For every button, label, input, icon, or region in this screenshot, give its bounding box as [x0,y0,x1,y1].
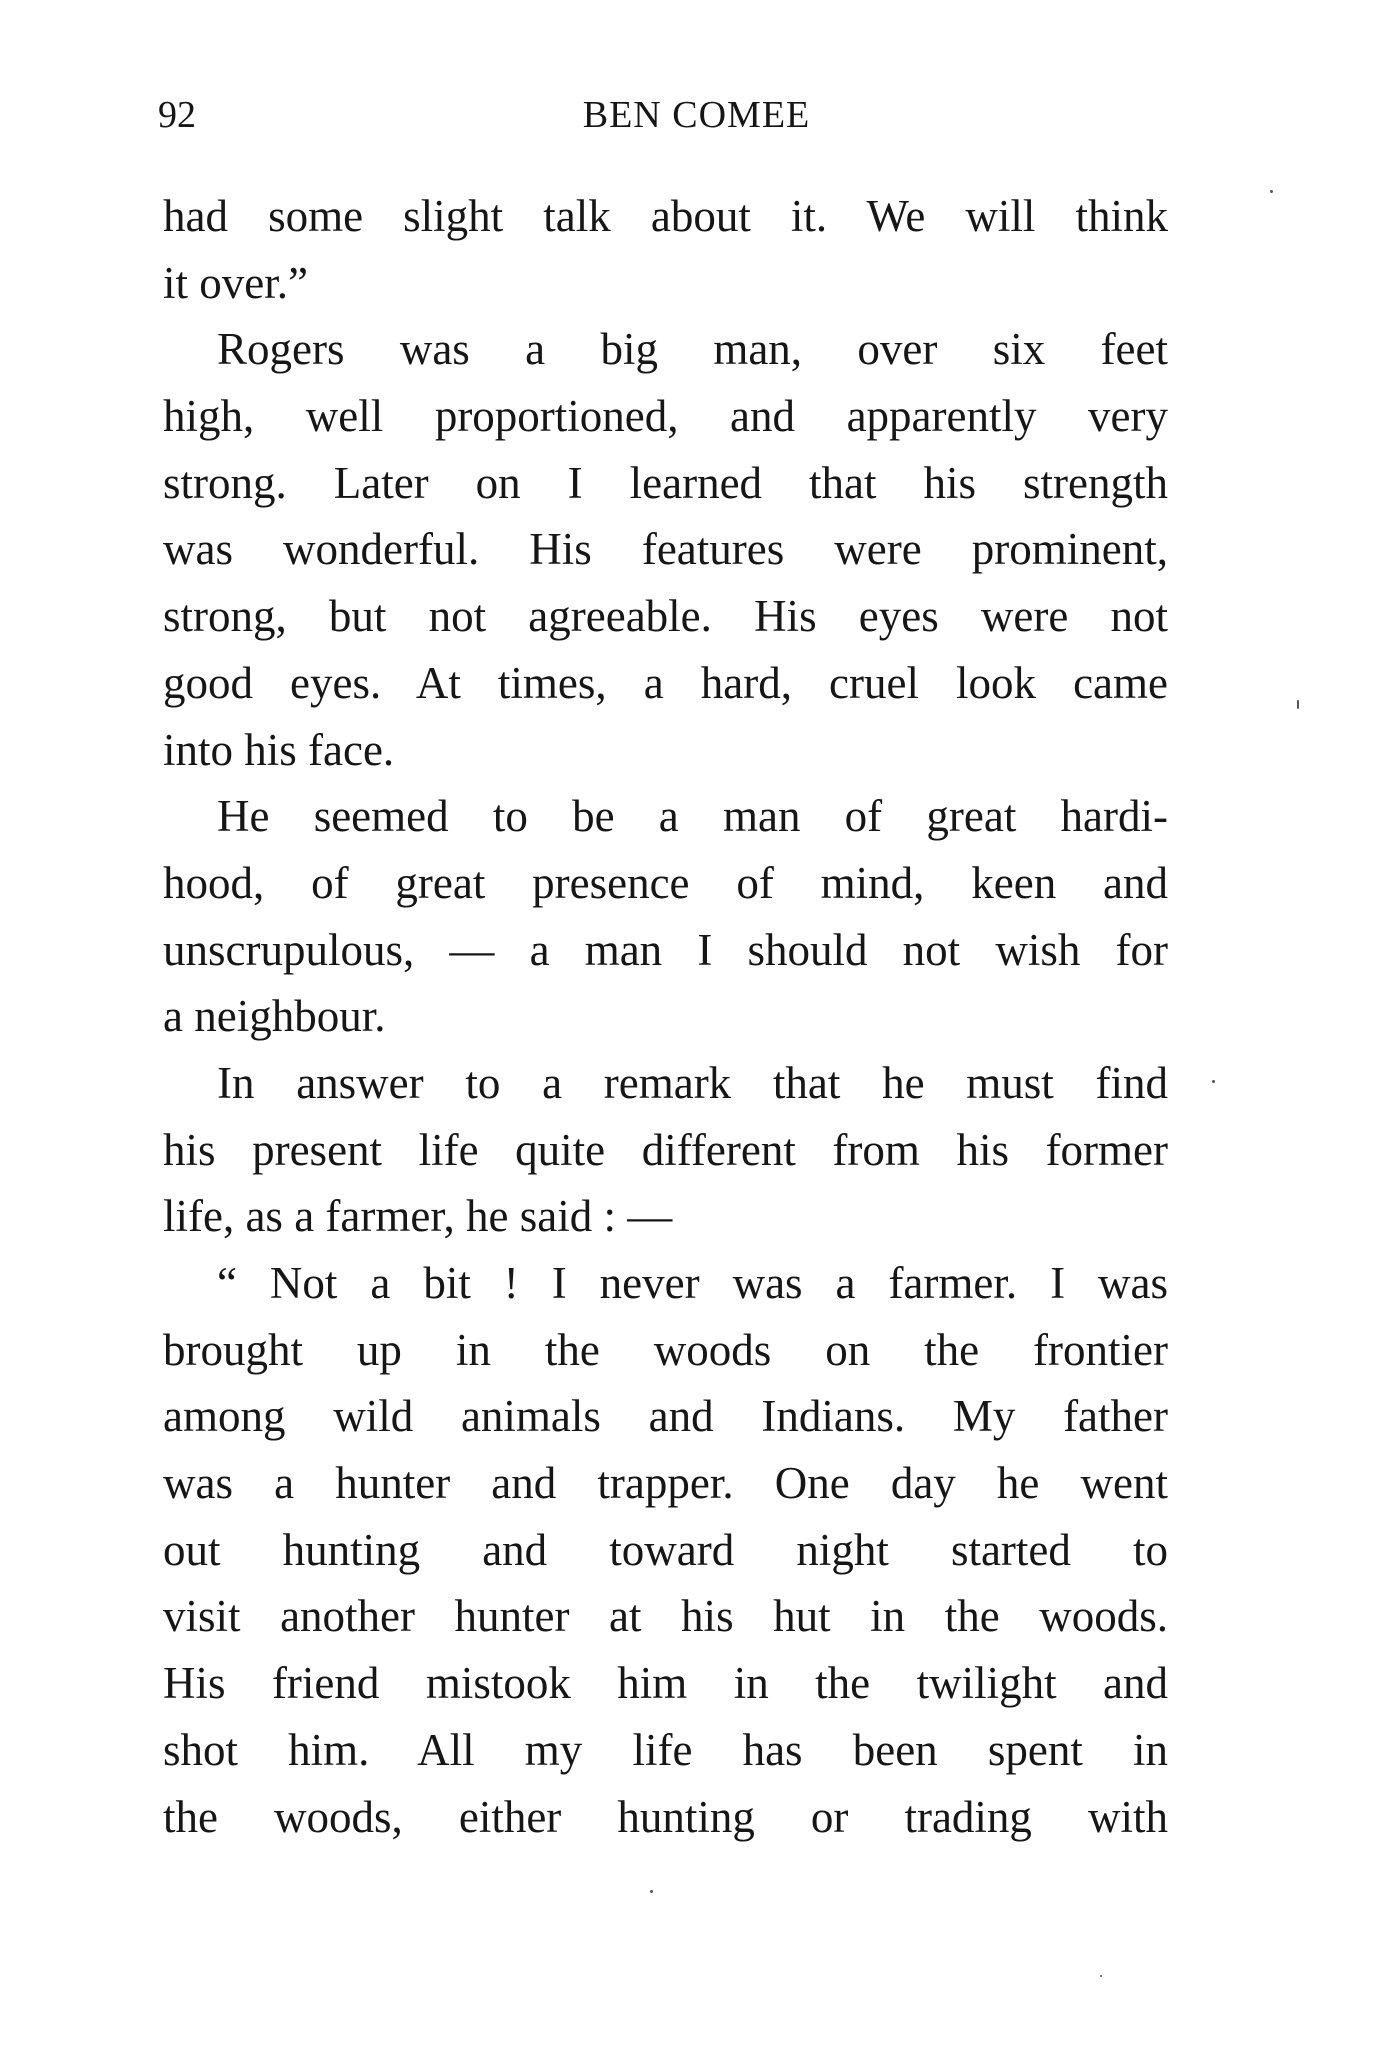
text-line: Rogers was a big man, over six feet [217,324,1168,375]
body-text [163,183,1168,1850]
text-line: In answer to a remark that he must find [217,1057,1168,1108]
text-line: strong. Later on I learned that his strength [163,457,1168,508]
page-number: 92 [158,94,196,136]
text-line: out hunting and toward night started to [163,1524,1168,1575]
text-line: unscrupulous, — a man I should not wish for [163,924,1168,975]
print-speck [1297,700,1299,709]
text-line: a neighbour. [163,991,386,1042]
print-speck [650,1890,653,1893]
running-head: BEN COMEE [582,94,811,136]
text-line: had some slight talk about it. We will think [163,191,1168,241]
text-line: visit another hunter at his hut in the woods. [163,1591,1168,1642]
text-line: brought up in the woods on the frontier [163,1324,1168,1375]
print-speck [1212,1080,1215,1083]
text-line: high, well proportioned, and apparently very [163,391,1168,442]
text-line: shot him. All my life has been spent in [163,1724,1168,1775]
text-line: good eyes. At times, a hard, cruel look came [163,657,1168,708]
text-line: was wonderful. His features were prominent, [163,524,1168,575]
text-line: it over.” [163,257,308,308]
text-line: His friend mistook him in the twilight and [163,1658,1168,1709]
text-line: was a hunter and trapper. One day he went [163,1458,1168,1509]
text-line: among wild animals and Indians. My father [163,1391,1168,1442]
text-line: into his face. [163,724,395,775]
print-speck [1100,1975,1102,1977]
text-line: life, as a farmer, he said : — [163,1191,673,1242]
text-line: “ Not a bit ! I never was a farmer. I was [217,1258,1168,1308]
text-line: He seemed to be a man of great hardi- [217,791,1168,842]
text-line: hood, of great presence of mind, keen and [163,857,1168,908]
text-line: the woods, either hunting or trading with [163,1791,1168,1842]
text-line: strong, but not agreeable. His eyes were not [163,591,1168,642]
text-line: his present life quite different from his former [163,1124,1168,1175]
print-speck [1270,190,1273,193]
